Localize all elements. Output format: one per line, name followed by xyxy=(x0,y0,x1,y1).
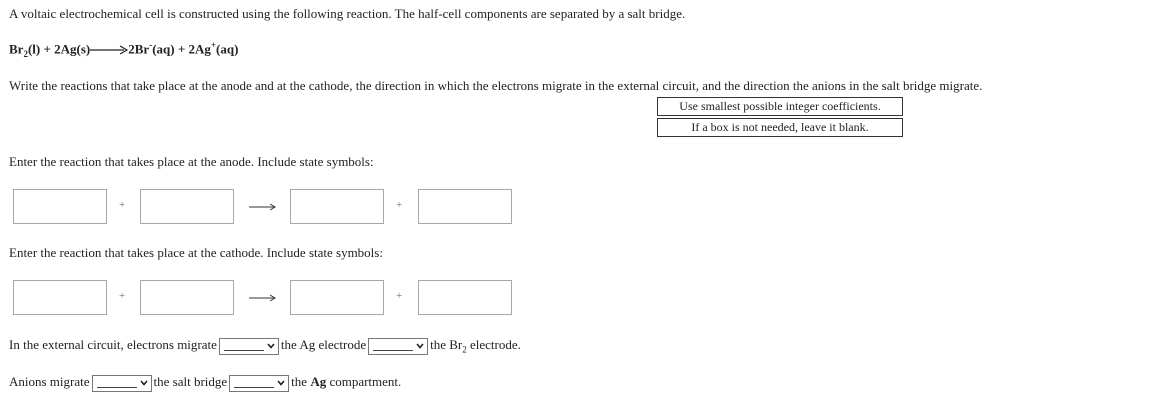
salt-bridge-label: the salt bridge xyxy=(153,374,228,389)
product-ag-state: (aq) xyxy=(216,41,239,57)
right-arrow-icon xyxy=(249,202,277,212)
hint-blank: If a box is not needed, leave it blank. xyxy=(657,118,903,137)
hint-coefficients: Use smallest possible integer coefficients. xyxy=(657,97,903,116)
cathode-prompt: Enter the reaction that takes place at the cathode. Include state symbols: xyxy=(9,245,383,260)
br2-electrode-label: the Br xyxy=(430,337,463,352)
reaction-arrow-icon xyxy=(90,45,128,55)
electron-migration-row xyxy=(9,337,521,355)
plus-sign: + xyxy=(396,290,403,302)
anode-reactant-1-input[interactable] xyxy=(13,189,107,224)
ag-label: Ag xyxy=(310,374,327,389)
intro-text: A voltaic electrochemical cell is constructed using the following reaction. The half-cell components are separated by a salt bridge. xyxy=(9,6,686,21)
reactant-br-subscript: 2 xyxy=(23,48,28,59)
cathode-equation xyxy=(0,280,1157,320)
product-ag: (aq) + 2Ag xyxy=(152,41,211,57)
cathode-product-1-input[interactable] xyxy=(290,280,384,315)
anode-product-2-input[interactable] xyxy=(418,189,512,224)
plus-sign: + xyxy=(396,199,403,211)
anode-reactant-2-input[interactable] xyxy=(140,189,234,224)
br2-subscript: 2 xyxy=(462,344,467,355)
anode-equation xyxy=(0,189,1157,229)
electron-direction-select-1[interactable] xyxy=(219,338,279,355)
chevron-down-icon xyxy=(415,340,425,352)
anode-product-1-input[interactable] xyxy=(290,189,384,224)
chevron-down-icon xyxy=(276,377,286,389)
chevron-down-icon xyxy=(139,377,149,389)
instruction-text: Write the reactions that take place at the anode and at the cathode, the direction in which the electrons migrate in the external circuit, and the direction the anions in the salt bridge migrate. xyxy=(9,78,983,93)
anion-migration-row xyxy=(9,374,401,392)
plus-sign: + xyxy=(119,290,126,302)
anode-prompt: Enter the reaction that takes place at the anode. Include state symbols: xyxy=(9,154,374,169)
product-br: 2Br xyxy=(128,41,150,57)
electrode-suffix: electrode. xyxy=(466,337,521,352)
chevron-down-icon xyxy=(266,340,276,352)
electron-direction-select-2[interactable] xyxy=(368,338,428,355)
ag-electrode-label: the Ag electrode xyxy=(280,337,367,352)
cathode-product-2-input[interactable] xyxy=(418,280,512,315)
compartment-suffix: compartment. xyxy=(326,374,402,389)
anion-direction-select-1[interactable] xyxy=(92,375,152,392)
product-ag-charge: + xyxy=(210,40,217,50)
anion-direction-select-2[interactable] xyxy=(229,375,289,392)
compartment-prefix: the xyxy=(291,374,311,389)
cathode-reactant-2-input[interactable] xyxy=(140,280,234,315)
product-br-charge: - xyxy=(149,40,153,50)
plus-sign: + xyxy=(119,199,126,211)
cell-reaction xyxy=(9,40,238,59)
cathode-reactant-1-input[interactable] xyxy=(13,280,107,315)
anion-prefix: Anions migrate xyxy=(9,374,90,389)
electron-prefix: In the external circuit, electrons migrate xyxy=(9,337,217,352)
reactant-ag: (l) + 2Ag(s) xyxy=(27,41,91,57)
reactant-br: Br xyxy=(9,41,24,57)
right-arrow-icon xyxy=(249,293,277,303)
